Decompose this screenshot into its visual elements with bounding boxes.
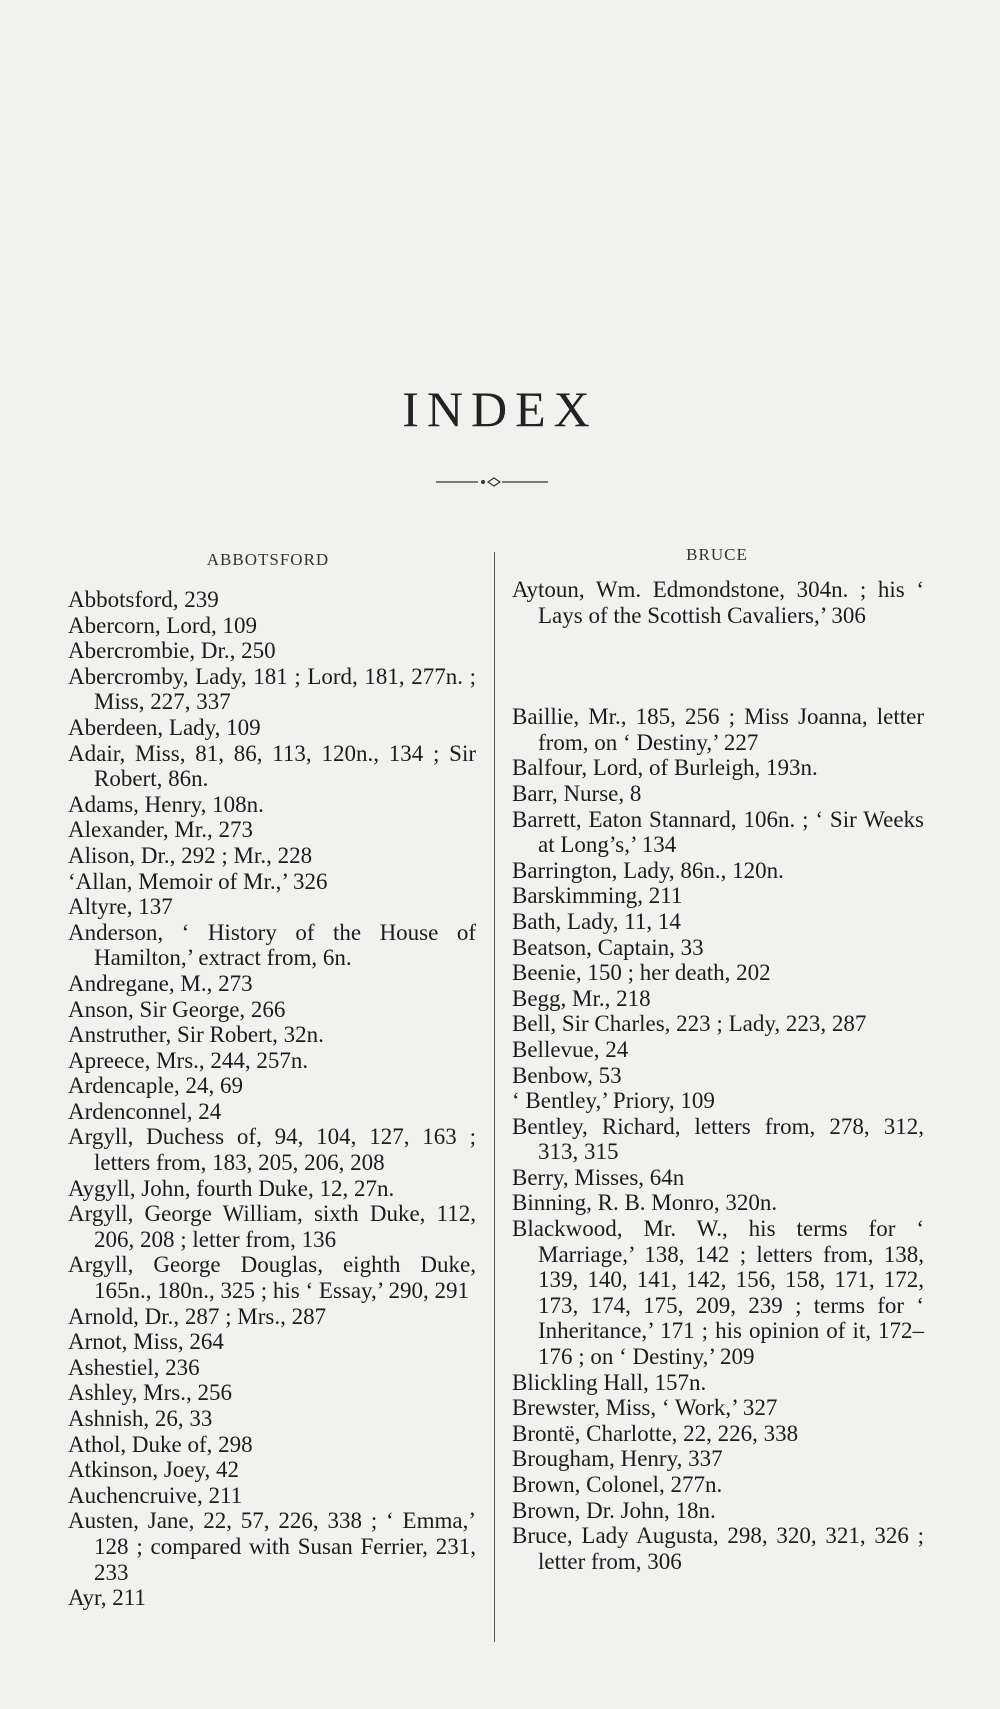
index-entry: Ayr, 211 [68,1585,146,1611]
index-entry: ‘Allan, Memoir of Mr.,’ 326 [68,868,328,894]
index-entry: Anderson, ‘ History of the House of Hamilton,’ extract from, 6n. [68,919,476,971]
index-entry: Abercromby, Lady, 181 ; Lord, 181, 277n. ; Miss, 227, 337 [68,663,476,715]
index-entry: Baillie, Mr., 185, 256 ; Miss Joanna, letter from, on ‘ Destiny,’ 227 [512,704,924,755]
index-entry: Arnold, Dr., 287 ; Mrs., 287 [68,1303,327,1329]
right-column-group-b [512,704,924,1574]
index-entry: Brown, Colonel, 277n. [512,1472,723,1497]
index-entry: Altyre, 137 [68,894,173,920]
index-entry: Barrett, Eaton Stannard, 106n. ; ‘ Sir Weeks at Long’s,’ 134 [512,806,924,858]
index-entry: Benbow, 53 [512,1062,622,1088]
index-entry: Brontë, Charlotte, 22, 226, 338 [512,1420,799,1446]
right-column-group-a [512,577,924,628]
index-entry: Adams, Henry, 108n. [68,791,264,817]
index-entry: Bruce, Lady Augusta, 298, 320, 321, 326 ; letter from, 306 [512,1523,924,1574]
page-title: INDEX [402,381,598,437]
index-entry: Bellevue, 24 [512,1036,629,1062]
index-entry: Argyll, George Douglas, eighth Duke, 165n., 180n., 325 ; his ‘ Essay,’ 290, 291 [68,1252,476,1304]
index-entry: Ashestiel, 236 [68,1354,200,1380]
index-entry: Beatson, Captain, 33 [512,934,704,960]
index-entry: Athol, Duke of, 298 [68,1431,253,1457]
index-entry: Ardenconnel, 24 [68,1098,222,1124]
index-entry: Bentley, Richard, letters from, 278, 312, 313, 315 [512,1113,924,1165]
index-entry: Apreece, Mrs., 244, 257n. [68,1047,309,1073]
index-entry: Abercrombie, Dr., 250 [68,638,276,664]
column-divider [494,552,495,1642]
index-entry: Alexander, Mr., 273 [68,817,253,843]
index-entry: Bath, Lady, 11, 14 [512,908,681,934]
index-entry: Andregane, M., 273 [68,970,253,996]
index-entry: Alison, Dr., 292 ; Mr., 228 [68,842,313,868]
index-entry: Brown, Dr. John, 18n. [512,1497,716,1523]
index-entry: Beenie, 150 ; her death, 202 [512,960,771,986]
right-column [512,577,924,1574]
index-entry: Blackwood, Mr. W., his terms for ‘ Marriage,’ 138, 142 ; letters from, 138, 139, 140, 141, 142, 156, 158, 171, 172, 173, 174, 175, 209, 239 ; terms for ‘ Inheritance,’ 171 ; his opinion of it, 172–176 ; on ‘ Destiny,’ 209 [512,1216,924,1370]
left-column-header: ABBOTSFORD [206,550,330,569]
index-entry: Aytoun, Wm. Edmondstone, 304n. ; his ‘ Lays of the Scottish Cavaliers,’ 306 [512,577,924,628]
index-entry: Ardencaple, 24, 69 [68,1073,243,1099]
index-entry: Auchencruive, 211 [68,1482,243,1508]
index-entry: Austen, Jane, 22, 57, 226, 338 ; ‘ Emma,’ 128 ; compared with Susan Ferrier, 231, 233 [68,1508,476,1585]
index-entry: Barrington, Lady, 86n., 120n. [512,857,784,883]
index-entry: Atkinson, Joey, 42 [68,1457,240,1483]
index-entry: Barr, Nurse, 8 [512,780,642,806]
index-entry: Aygyll, John, fourth Duke, 12, 27n. [68,1175,395,1201]
index-entry: Aberdeen, Lady, 109 [68,714,261,740]
index-entry: Arnot, Miss, 264 [68,1329,224,1355]
index-entry: Argyll, Duchess of, 94, 104, 127, 163 ; letters from, 183, 205, 206, 208 [68,1124,476,1176]
index-entry: Ashnish, 26, 33 [68,1406,213,1431]
right-column-header: BRUCE [686,545,748,564]
index-entry: Berry, Misses, 64n [512,1164,685,1190]
index-entry: Anstruther, Sir Robert, 32n. [68,1022,324,1048]
index-entry: Barskimming, 211 [512,883,683,909]
ornament-divider [436,475,548,489]
index-entry: Blickling Hall, 157n. [512,1369,707,1395]
index-entry: Bell, Sir Charles, 223 ; Lady, 223, 287 [512,1011,867,1037]
index-entry: Argyll, George William, sixth Duke, 112, 206, 208 ; letter from, 136 [68,1201,476,1252]
left-column [68,587,476,1611]
index-entry: Ashley, Mrs., 256 [68,1380,232,1406]
index-entry: Abbotsford, 239 [68,587,219,612]
index-entry: Balfour, Lord, of Burleigh, 193n. [512,755,818,781]
index-entry: Begg, Mr., 218 [512,985,651,1011]
index-entry: Anson, Sir George, 266 [68,996,286,1022]
index-entry: Adair, Miss, 81, 86, 113, 120n., 134 ; Sir Robert, 86n. [68,740,476,792]
index-entry: Brewster, Miss, ‘ Work,’ 327 [512,1395,778,1421]
index-entry: Brougham, Henry, 337 [512,1446,723,1472]
group-gap [512,628,924,704]
index-entry: Abercorn, Lord, 109 [68,612,258,638]
index-entry: ‘ Bentley,’ Priory, 109 [512,1088,715,1114]
index-entry: Binning, R. B. Monro, 320n. [512,1190,778,1216]
